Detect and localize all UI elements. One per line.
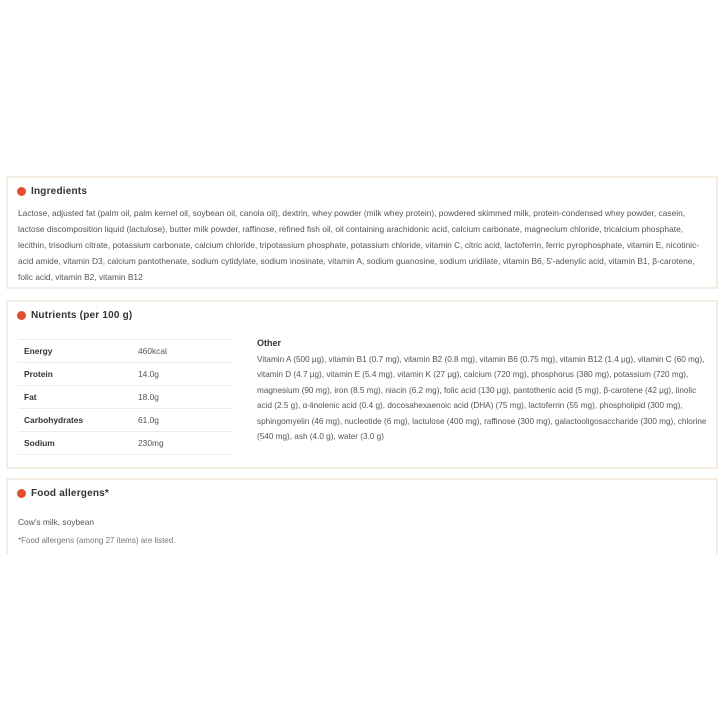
ingredients-title: Ingredients (31, 186, 88, 197)
nutrient-name: Fat (18, 386, 138, 409)
allergens-title: Food allergens* (31, 488, 110, 499)
allergens-section (6, 478, 718, 554)
nutrient-value: 230mg (138, 432, 232, 455)
nutrients-heading (17, 310, 132, 321)
bullet-dot-icon (17, 489, 26, 498)
bullet-dot-icon (17, 311, 26, 320)
ingredients-section (6, 176, 718, 289)
nutrients-table (18, 339, 232, 455)
table-row (18, 432, 232, 455)
nutrient-name: Carbohydrates (18, 409, 138, 432)
ingredients-text: Lactose, adjusted fat (palm oil, palm kernel oil, soybean oil, canola oil), dextrin, whey powder (milk whey protein), powdered skimmed milk, protein-condensed whey powder, casein, lactose discomposition liquid (lactulose), butter milk powder, raffinose, refined fish oil, oil containing arachidonic acid, calcium carbonate, magnecium chloride, tricalcium phosphate, lecithin, trisodium citrate, potassium carbonate, calcium chloride, tripotassium phosphate, potassium chloride, vitamin C, citric acid, lactoferrin, ferric pyrophosphate, vitamin E, nicotinic-acid amide, vitamin D3, calcium pantothenate, sodium cytidylate, sodium inosinate, vitamin A, sodium guanosine, sodium uridilate, vitamin B6, 5'-adenylic acid, vitamin B1, β-carotene, folic acid, vitamin B2, vitamin B12 (18, 208, 699, 282)
nutrient-value: 460kcal (138, 340, 232, 363)
nutrient-name: Protein (18, 363, 138, 386)
nutrients-title: Nutrients (per 100 g) (31, 310, 133, 321)
other-nutrients-title: Other (257, 338, 282, 348)
nutrients-section (6, 300, 718, 469)
table-row (18, 340, 232, 363)
nutrient-name: Energy (18, 340, 138, 363)
nutrient-value: 18.0g (138, 386, 232, 409)
other-nutrients (257, 338, 707, 444)
nutrient-name: Sodium (18, 432, 138, 455)
allergens-text: Cow's milk, soybean (18, 517, 95, 527)
nutrient-value: 14.0g (138, 363, 232, 386)
table-row (18, 386, 232, 409)
allergens-note: *Food allergens (among 27 items) are listed. (18, 536, 176, 545)
other-nutrients-text: Vitamin A (500 μg), vitamin B1 (0.7 mg), vitamin B2 (0.8 mg), vitamin B6 (0.75 mg), vitamin B12 (1.4 μg), vitamin C (60 mg), vitamin D (4.7 μg), vitamin E (5.4 mg), vitamin K (27 μg), calcium (720 mg), phosphorus (380 mg), potassium (720 mg), magnesium (90 mg), iron (8.5 mg), niacin (6.2 mg), folic acid (130 μg), pantothenic acid (5 mg), β-carotene (42 μg), linolic acid (2.5 g), α-linolenic acid (0.4 g), docosahexaenoic acid (DHA) (75 mg), lactoferrin (55 mg), phospholipid (300 mg), sphingomyelin (46 mg), nucleotide (6 mg), lactulose (400 mg), raffinose (300 mg), galactooligosaccharide (300 mg), chlorine (540 mg), ash (4.0 g), water (3.0 g) (257, 355, 707, 442)
ingredients-heading (17, 186, 87, 197)
table-row (18, 409, 232, 432)
allergens-heading (17, 488, 109, 499)
nutrient-value: 61.0g (138, 409, 232, 432)
table-row (18, 363, 232, 386)
bullet-dot-icon (17, 187, 26, 196)
